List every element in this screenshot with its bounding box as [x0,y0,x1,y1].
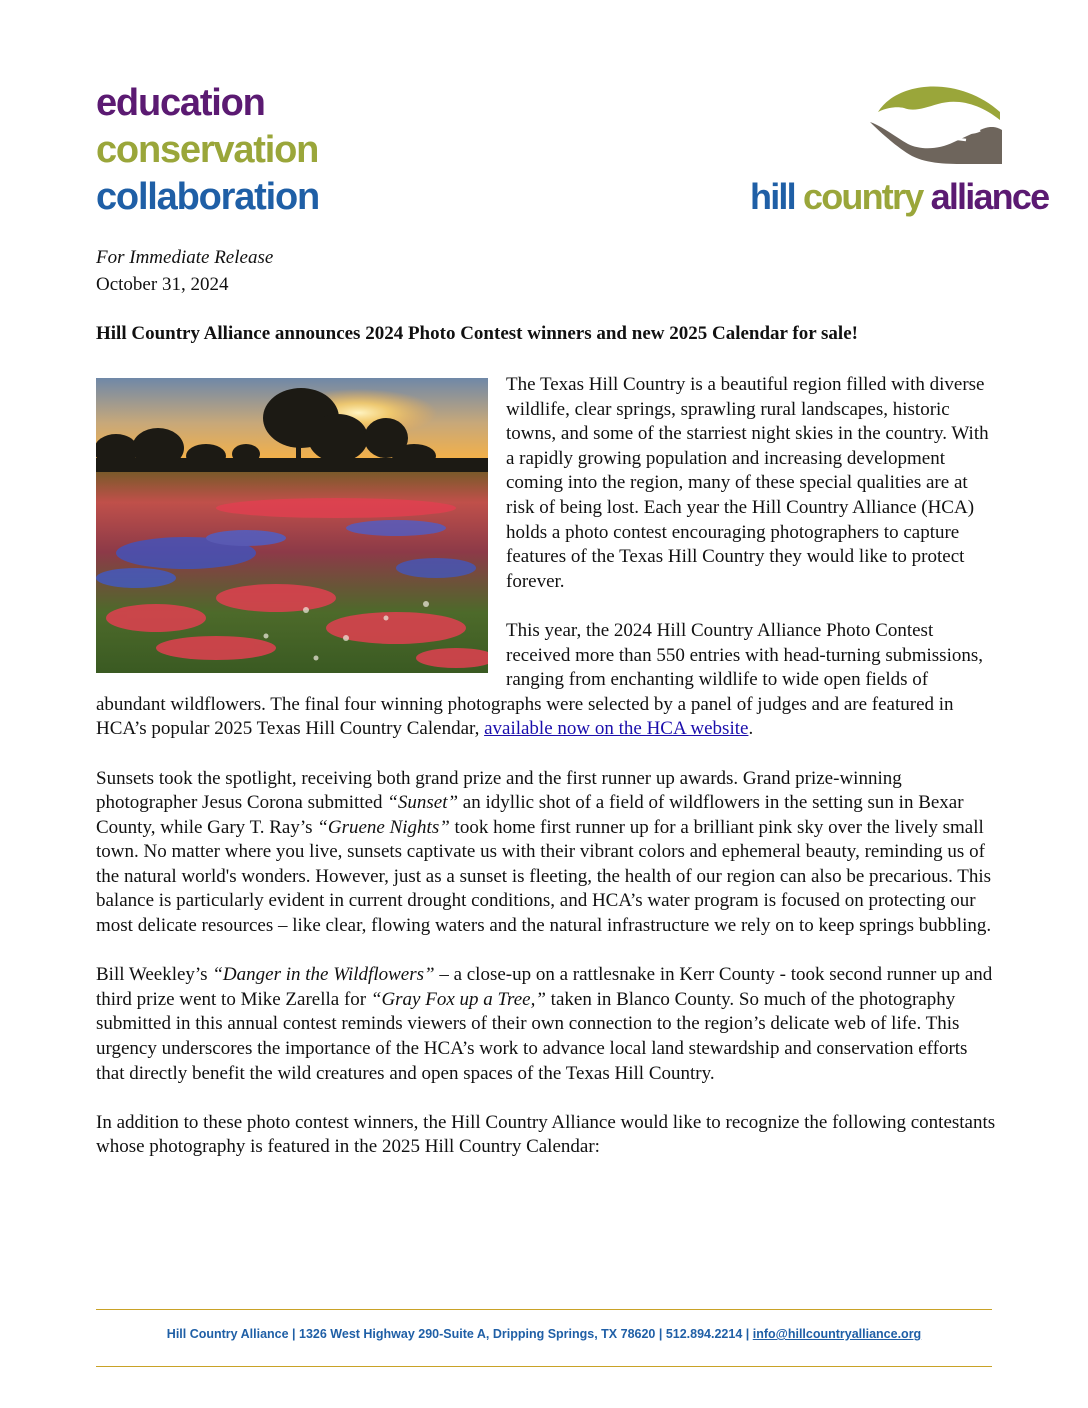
paragraph-wildlife [96,963,996,1086]
paragraph-contest-end: . [748,718,754,740]
footer-rule-bottom [96,1366,992,1367]
article-body [96,373,996,1185]
release-date: October 31, 2024 [96,274,229,295]
paragraph-wildlife-text-2: – a close-up on a rattlesnake in Kerr County - took second runner up and third prize went to Mike Zarella for [96,964,993,1010]
paragraph-sunsets-text-2: an idyllic shot of a field of wildflowers in the setting sun in Bexar County, while Gary T. Ray’s [96,792,964,838]
release-info [96,244,273,298]
hca-website-link[interactable]: available now on the HCA website [484,718,749,740]
footer-rule-top [96,1309,992,1310]
tagline-conservation: conservation [96,129,319,171]
paragraph-wildlife-text-3: taken in Blanco County. So much of the photography submitted in this annual contest reminds viewers of their own connection to the region’s delicate web of life. This urgency underscores the importance of the HCA’s work to advance local land stewardship and conservation efforts that directly benefit the wild creatures and open spaces of the Texas Hill Country. [96,988,968,1084]
paragraph-wildlife-text-1: Bill Weekley’s [96,964,213,986]
photo-spacer [96,373,506,678]
paragraph-intro: The Texas Hill Country is a beautiful region filled with diverse wildlife, clear springs, sprawling rural landscapes, historic towns, and some of the starriest night skies in the country. With a rapidly growing population and increasing development coming into the region, many of these special qualities are at risk of being lost. Each year the Hill Country Alliance (HCA) holds a photo contest encouraging photographers to capture features of the Texas Hill Country they would like to protect forever. [506,374,989,592]
title-gruene-nights: “Gruene Nights” [317,816,450,838]
title-danger-wildflowers: “Danger in the Wildflowers” [212,964,435,986]
hands-leaf-icon [868,84,1006,166]
title-sunset: “Sunset” [387,792,459,814]
release-label: For Immediate Release [96,247,274,268]
tagline-education: education [96,82,265,124]
paragraph-sunsets [96,767,996,939]
paragraph-contest-text: This year, the 2024 Hill Country Alliance Photo Contest received more than 550 entries with head-turning submissions, ranging from enchanting wildlife to wide open fields of abundant wildflowers. The final four winning photographs were selected by a panel of judges and are featured in HCA’s popular 2025 Texas Hill Country Calendar, [96,619,984,740]
footer-email-link[interactable]: info@hillcountryalliance.org [752,1327,922,1341]
footer-contact [96,1327,992,1341]
headline: Hill Country Alliance announces 2024 Photo Contest winners and new 2025 Calendar for sale! [96,323,858,344]
paragraph-sunsets-text-1: Sunsets took the spotlight, receiving both grand prize and the first runner up awards. Grand prize-winning photographer Jesus Corona submitted [96,767,902,814]
logo-word-hill: hill [750,176,803,217]
title-gray-fox: “Gray Fox up a Tree,” [370,988,546,1010]
logo-wordmark [750,176,1048,218]
paragraph-recognition: In addition to these photo contest winners, the Hill Country Alliance would like to recognize the following contestants whose photography is featured in the 2025 Hill Country Calendar: [96,1111,996,1158]
paragraph-sunsets-text-3: took home first runner up for a brilliant pink sky over the lively small town. No matter where you live, sunsets captivate us with their vibrant colors and ephemeral beauty, reminding us of the natural world's wonders. However, just as a sunset is fleeting, the health of our region can also be precarious. This balance is particularly evident in current drought conditions, and HCA’s water program is focused on protecting our most delicate resources – like clear, flowing waters and the natural infrastructure we rely on to keep springs bubbling. [96,816,992,937]
logo-word-alliance: alliance [930,176,1049,217]
footer-address: Hill Country Alliance | 1326 West Highway 290-Suite A, Dripping Springs, TX 78620 | 512.894.2214 | [166,1327,753,1341]
hca-logo [748,84,1049,229]
logo-word-country: country [803,176,931,217]
tagline [96,80,319,221]
tagline-collaboration: collaboration [96,176,319,218]
